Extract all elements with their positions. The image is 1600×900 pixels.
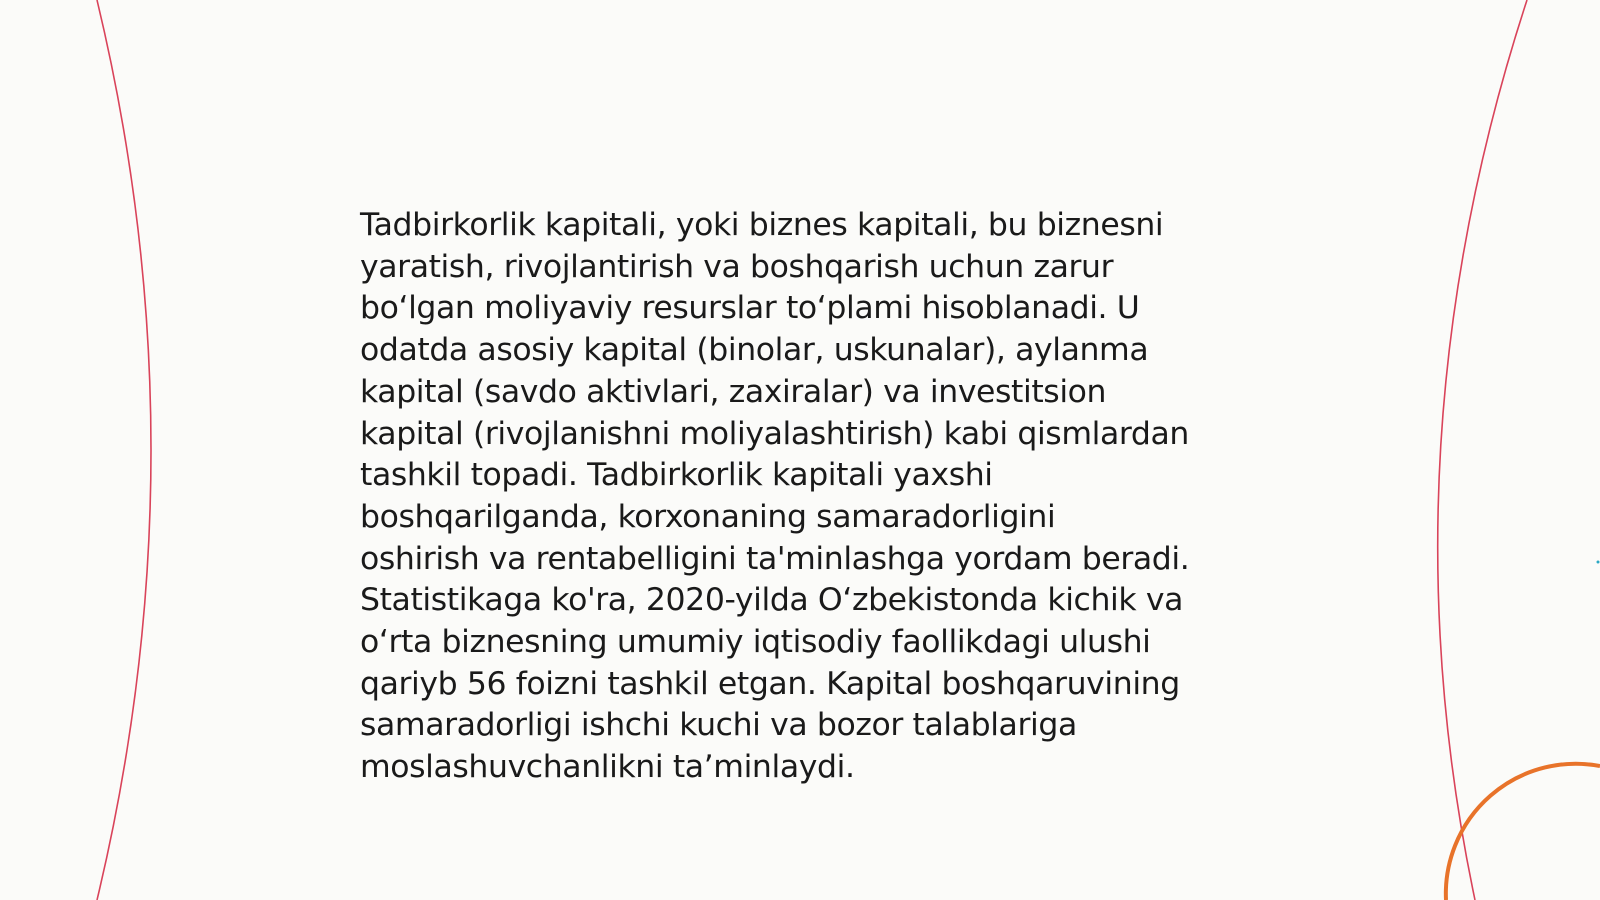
orange-circle-arc [1446,764,1600,900]
teal-dot [1597,561,1600,564]
left-arc [97,0,151,900]
text-line: Statistikaga ko'ra, 2020-yilda O‘zbekistonda kichik va [360,582,1183,619]
text-line: kapital (savdo aktivlari, zaxiralar) va investitsion [360,373,1107,410]
text-line: qariyb 56 foizni tashkil etgan. Kapital boshqaruvining [360,665,1180,702]
text-line: samaradorligi ishchi kuchi va bozor talablariga [360,707,1077,744]
text-line: kapital (rivojlanishni moliyalashtirish) kabi qismlardan [360,415,1189,452]
text-line: bo‘lgan moliyaviy resurslar to‘plami hisoblanadi. U [360,290,1140,327]
slide-body-text [360,205,1260,789]
text-line: boshqarilganda, korxonaning samaradorligini [360,498,1056,535]
text-line: tashkil topadi. Tadbirkorlik kapitali yaxshi [360,457,993,494]
text-line: o‘rta biznesning umumiy iqtisodiy faollikdagi ulushi [360,624,1151,661]
text-line: odatda asosiy kapital (binolar, uskunalar), aylanma [360,332,1149,369]
text-line: yaratish, rivojlantirish va boshqarish uchun zarur [360,248,1114,285]
text-line: moslashuvchanlikni ta’minlaydi. [360,749,855,786]
text-line: oshirish va rentabelligini ta'minlashga yordam beradi. [360,540,1190,577]
right-arc [1438,0,1527,900]
text-line: Tadbirkorlik kapitali, yoki biznes kapitali, bu biznesni [360,207,1164,243]
